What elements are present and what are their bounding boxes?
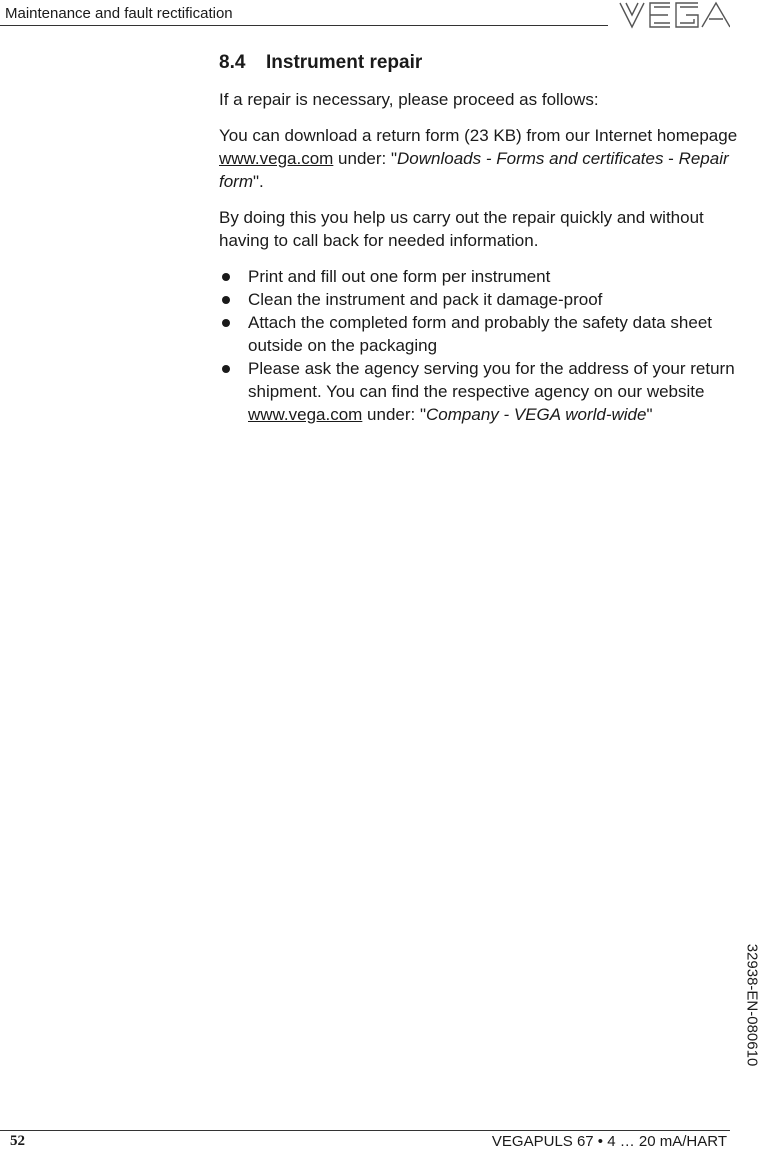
help-paragraph: By doing this you help us carry out the repair quickly and without having to call back for needed information. (219, 208, 704, 250)
page-number: 52 (10, 1133, 25, 1149)
vega-homepage-link[interactable]: www.vega.com (219, 149, 334, 168)
download-path: Downloads - Forms and certificates (397, 149, 664, 168)
list-item: Please ask the agency serving you for the address of your return shipment. You can find the respective agency on our website www.vega.com under: "Company - VEGA world-wide" (219, 357, 739, 426)
header-rule (0, 25, 608, 26)
company-path: Company - VEGA world-wide (426, 405, 647, 424)
section-heading (219, 52, 739, 74)
bullet-icon (222, 273, 230, 281)
section-number: 8.4 (219, 52, 246, 73)
footer-rule (0, 1130, 730, 1131)
repair-steps-list (219, 265, 739, 426)
repair-form-label: Repair form (219, 149, 729, 191)
running-header: Maintenance and fault rectification (5, 5, 233, 22)
document-code: 32938-EN-080610 (743, 943, 761, 1067)
list-item: Clean the instrument and pack it damage-proof (219, 288, 739, 311)
section-title: Instrument repair (266, 52, 423, 73)
list-item: Print and fill out one form per instrument (219, 265, 739, 288)
product-name: VEGAPULS 67 • 4 … 20 mA/HART (491, 1133, 727, 1150)
download-paragraph: You can download a return form (23 KB) from our Internet homepage www.vega.com under: "Downloads - Forms and certificates - Repair form". (219, 126, 738, 191)
bullet-icon (222, 365, 230, 373)
intro-paragraph: If a repair is necessary, please proceed as follows: (219, 90, 599, 109)
main-content (219, 52, 739, 426)
bullet-icon (222, 319, 230, 327)
bullet-icon (222, 296, 230, 304)
vega-logo (618, 1, 730, 29)
vega-website-link[interactable]: www.vega.com (248, 405, 363, 424)
list-item: Attach the completed form and probably the safety data sheet outside on the packaging (219, 311, 739, 357)
